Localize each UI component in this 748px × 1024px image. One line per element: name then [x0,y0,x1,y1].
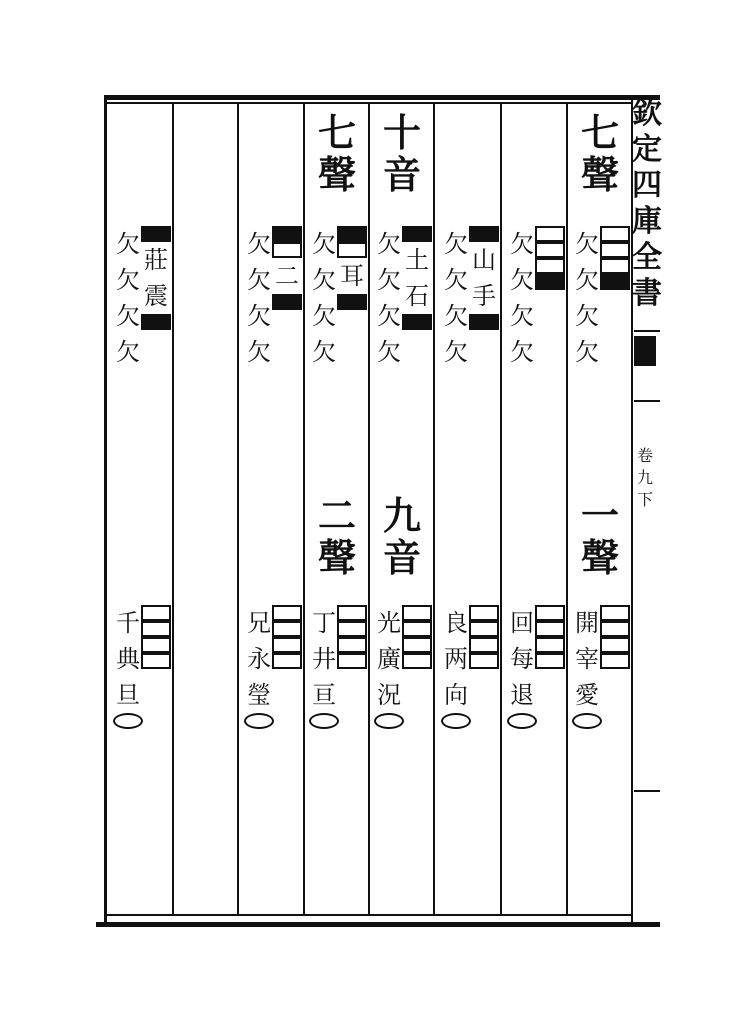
upper-right-subcolumn [141,226,171,330]
circle-mark [507,713,537,729]
lower-left-subcolumn [374,605,404,729]
glyph: 二 [275,262,299,290]
circle-mark [374,713,404,729]
empty-box-mark [535,637,565,653]
empty-box-mark [469,637,499,653]
glyph: 欠 [575,302,599,330]
empty-box-mark [535,605,565,621]
top-border [104,95,660,100]
glyph: 欠 [510,230,534,258]
glyph: 丁 [312,609,336,637]
upper-right-subcolumn [469,226,499,330]
empty-box-mark [272,605,302,621]
empty-box-mark [337,637,367,653]
glyph: 两 [444,645,468,673]
column-heading-top: 十 音 [382,110,421,197]
empty-box-mark [272,637,302,653]
column-divider [500,102,502,916]
empty-box-mark [535,242,565,258]
glyph: 震 [144,282,168,310]
glyph: 每 [510,645,534,673]
lower-left-subcolumn [507,605,537,729]
column-divider [368,102,370,916]
column-heading-top: 七 聲 [317,110,356,197]
column-heading-middle: 一 聲 [580,493,619,580]
glyph: 欠 [116,230,140,258]
glyph: 旦 [116,681,140,709]
circle-mark [441,713,471,729]
empty-box-mark [535,258,565,274]
empty-box-mark [141,653,171,669]
glyph: 欠 [510,302,534,330]
glyph: 欠 [377,230,401,258]
upper-right-subcolumn [272,226,302,310]
circle-mark [244,713,274,729]
column-divider [172,102,174,916]
glyph: 欠 [444,302,468,330]
column-divider [303,102,305,916]
sidebar-separator [634,400,660,402]
glyph: 光 [377,609,401,637]
empty-box-mark [337,621,367,637]
filled-box-mark [337,294,367,310]
glyph: 井 [312,645,336,673]
lower-right-subcolumn [272,605,302,669]
circle-mark [572,713,602,729]
column-heading-middle: 二 聲 [317,493,356,580]
empty-box-mark [337,605,367,621]
glyph: 廣 [377,645,401,673]
glyph: 典 [116,645,140,673]
glyph: 手 [472,282,496,310]
title-char: 定 [632,132,662,167]
glyph: 欠 [312,266,336,294]
empty-box-mark [402,637,432,653]
glyph: 欠 [116,338,140,366]
upper-left-subcolumn [374,226,404,370]
glyph: 欠 [247,302,271,330]
upper-left-subcolumn [572,226,602,370]
glyph: 況 [377,681,401,709]
glyph: 欠 [510,266,534,294]
title-char: 四 [632,168,662,203]
sidebar-separator [634,790,660,792]
bottom-border [96,922,660,927]
glyph: 兄 [247,609,271,637]
lower-right-subcolumn [600,605,630,669]
lower-right-subcolumn [141,605,171,669]
glyph: 回 [510,609,534,637]
filled-box-mark [535,274,565,290]
volume-char: 九 [636,468,653,487]
glyph: 欠 [444,338,468,366]
filled-box-mark [337,226,367,242]
empty-box-mark [337,653,367,669]
upper-right-subcolumn [402,226,432,330]
glyph: 宰 [575,645,599,673]
glyph: 欠 [312,302,336,330]
column-divider [433,102,435,916]
column-divider [237,102,239,916]
glyph: 良 [444,609,468,637]
empty-box-mark [402,605,432,621]
filled-box-mark [402,226,432,242]
glyph: 欠 [575,266,599,294]
glyph: 亘 [312,681,336,709]
empty-box-mark [337,242,367,258]
empty-box-mark [402,653,432,669]
empty-box-mark [600,621,630,637]
glyph: 欠 [510,338,534,366]
glyph: 土 [405,246,429,274]
empty-box-mark [600,637,630,653]
glyph: 欠 [116,266,140,294]
filled-box-mark [469,226,499,242]
empty-box-mark [600,605,630,621]
filled-box-mark [402,314,432,330]
glyph: 欠 [575,230,599,258]
filled-box-mark [141,314,171,330]
glyph: 千 [116,609,140,637]
glyph: 欠 [444,230,468,258]
empty-box-mark [535,653,565,669]
glyph: 向 [444,681,468,709]
lower-left-subcolumn [572,605,602,729]
title-char: 庫 [632,204,662,239]
glyph: 欠 [247,230,271,258]
empty-box-mark [141,605,171,621]
column-heading-top: 七 聲 [580,110,619,197]
circle-mark [113,713,143,729]
empty-box-mark [141,637,171,653]
empty-box-mark [469,621,499,637]
glyph: 耳 [340,262,364,290]
empty-box-mark [535,226,565,242]
glyph: 石 [405,282,429,310]
lower-right-subcolumn [535,605,565,669]
volume-char: 下 [636,490,653,509]
upper-left-subcolumn [441,226,471,370]
glyph: 欠 [312,338,336,366]
lower-left-subcolumn [441,605,471,729]
volume-char: 卷 [636,446,653,465]
empty-box-mark [272,621,302,637]
empty-box-mark [600,258,630,274]
glyph: 欠 [247,338,271,366]
glyph: 莊 [144,246,168,274]
filled-box-mark [141,226,171,242]
empty-box-mark [600,226,630,242]
empty-box-mark [535,621,565,637]
glyph: 開 [575,609,599,637]
empty-box-mark [600,242,630,258]
circle-mark [309,713,339,729]
glyph: 欠 [247,266,271,294]
lower-right-subcolumn [469,605,499,669]
sidebar-fish-tail [634,336,656,366]
filled-box-mark [272,226,302,242]
empty-box-mark [600,653,630,669]
glyph: 欠 [377,338,401,366]
glyph: 欠 [377,302,401,330]
lower-left-subcolumn [113,605,143,729]
glyph: 欠 [377,266,401,294]
glyph: 山 [472,246,496,274]
filled-box-mark [272,294,302,310]
glyph: 欠 [116,302,140,330]
glyph: 欠 [575,338,599,366]
upper-left-subcolumn [309,226,339,370]
upper-right-subcolumn [337,226,367,310]
lower-right-subcolumn [337,605,367,669]
empty-box-mark [469,653,499,669]
empty-box-mark [272,242,302,258]
empty-box-mark [469,605,499,621]
upper-right-subcolumn [600,226,630,290]
title-char: 全 [632,240,662,275]
upper-left-subcolumn [244,226,274,370]
book-title-vertical [632,96,660,312]
glyph: 退 [510,681,534,709]
empty-box-mark [141,621,171,637]
lower-left-subcolumn [244,605,274,729]
column-heading-middle: 九 音 [382,493,421,580]
glyph: 瑩 [247,681,271,709]
glyph: 永 [247,645,271,673]
empty-box-mark [272,653,302,669]
filled-box-mark [600,274,630,290]
volume-label-vertical [634,445,656,511]
filled-box-mark [469,314,499,330]
empty-box-mark [402,621,432,637]
glyph: 欠 [444,266,468,294]
title-char: 欽 [632,96,662,131]
title-char: 書 [632,276,662,311]
upper-right-subcolumn [535,226,565,290]
upper-left-subcolumn [507,226,537,370]
upper-left-subcolumn [113,226,143,370]
column-divider [566,102,568,916]
lower-right-subcolumn [402,605,432,669]
lower-left-subcolumn [309,605,339,729]
glyph: 愛 [575,681,599,709]
glyph: 欠 [312,230,336,258]
left-border [104,95,107,927]
sidebar-separator [634,330,660,332]
